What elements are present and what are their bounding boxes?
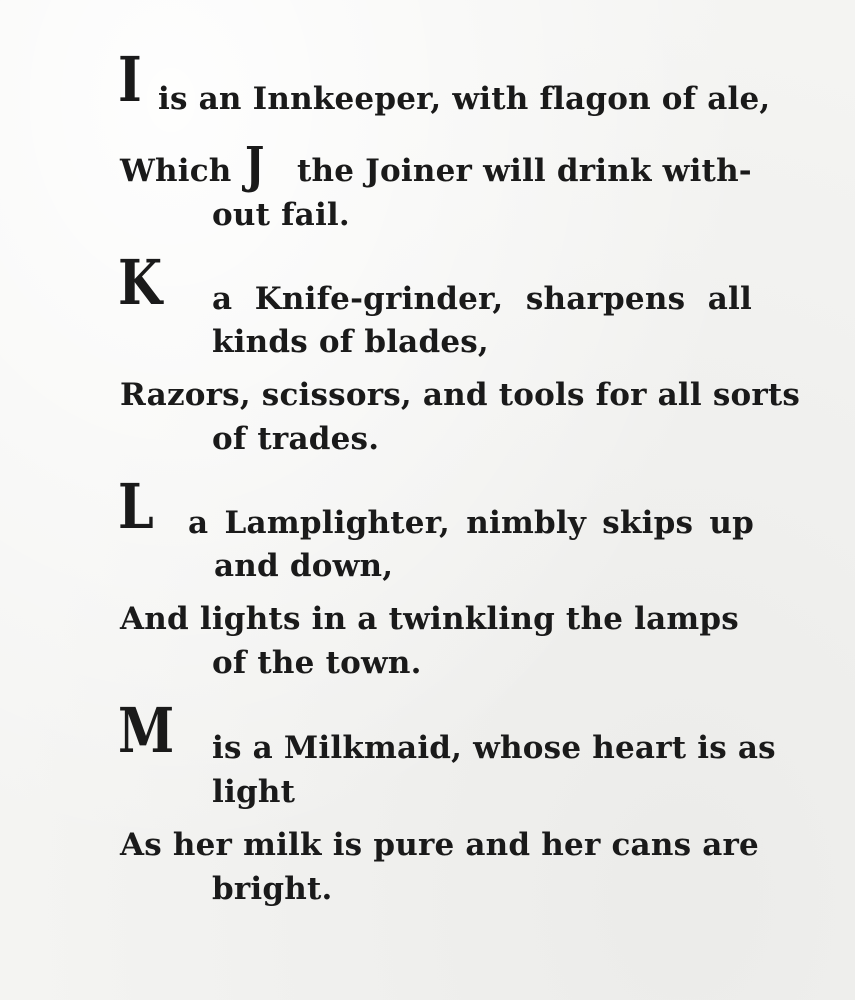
word: nimbly <box>466 505 587 541</box>
word: a <box>188 505 209 541</box>
verse-line-indent: light <box>212 774 296 810</box>
word: Knife-grinder, <box>254 281 504 317</box>
word: up <box>709 505 754 541</box>
drop-capital-i: I <box>118 43 142 116</box>
drop-capital-k: K <box>118 246 163 319</box>
verse-line-indent: of the town. <box>212 645 422 681</box>
drop-capital-l: L <box>118 470 154 543</box>
verse-line: As her milk is pure and her cans are <box>120 827 759 863</box>
verse-line-indent: out fail. <box>212 197 350 233</box>
verse-line-indent: kinds of blades, <box>212 324 489 360</box>
verse-line-post: the Joiner will drink with- <box>297 153 752 189</box>
word: a <box>212 281 233 317</box>
verse-line-indent: bright. <box>212 871 333 907</box>
verse-line: is an Innkeeper, with flagon of ale, <box>158 81 771 117</box>
drop-capital-j: J <box>245 135 265 194</box>
verse-line-justified <box>212 281 752 317</box>
verse-line-indent: and down, <box>214 548 394 584</box>
word: skips <box>602 505 694 541</box>
verse-line: Razors, scissors, and tools for all sorts <box>120 377 801 413</box>
verse-line: And lights in a twinkling the lamps <box>120 601 739 637</box>
drop-capital-m: M <box>118 694 175 767</box>
verse-line-pre: Which <box>120 153 232 189</box>
word: all <box>707 281 752 317</box>
verse-line-justified <box>188 505 754 541</box>
verse-line-indent: of trades. <box>212 421 380 457</box>
word: sharpens <box>525 281 686 317</box>
verse-line: is a Milkmaid, whose heart is as <box>212 730 776 766</box>
word: Lamplighter, <box>224 505 450 541</box>
